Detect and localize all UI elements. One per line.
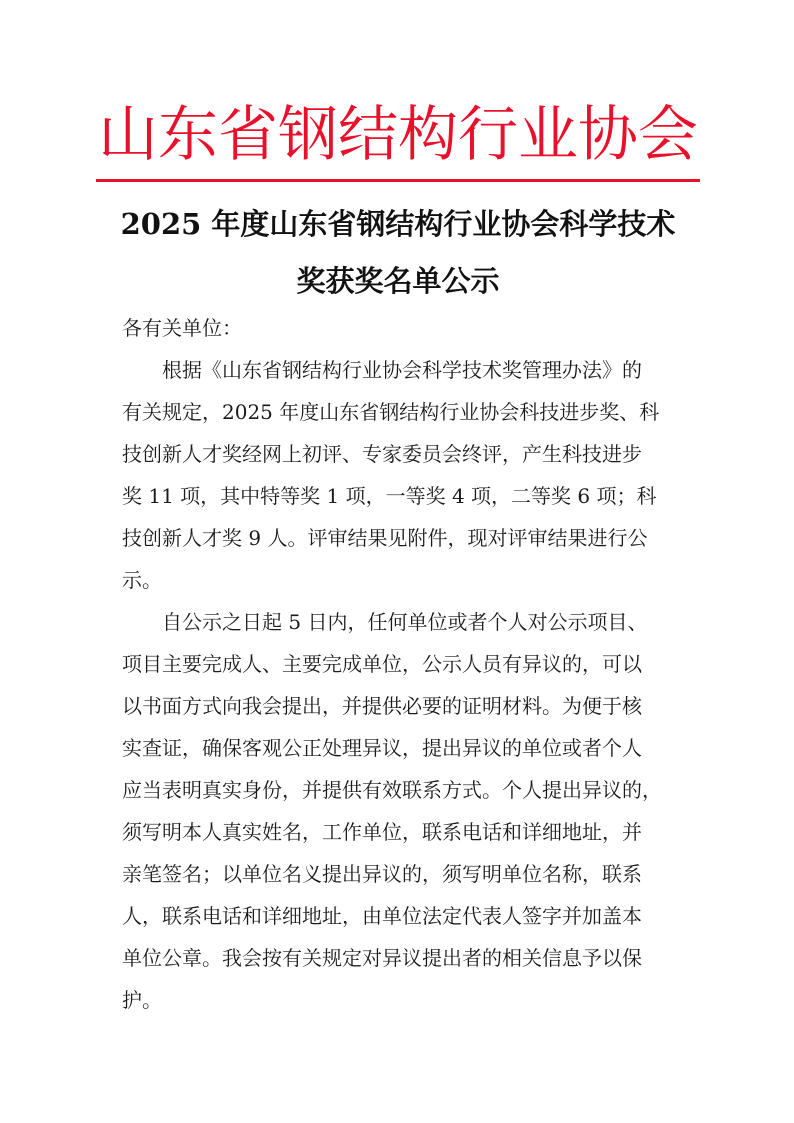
- document-title-line-1: 2025 年度山东省钢结构行业协会科学技术: [120, 207, 676, 241]
- paragraph-2-line: 以书面方式向我会提出，并提供必要的证明材料。为便于核: [122, 694, 642, 718]
- paragraph-1-line: 技创新人才奖经网上初评、专家委员会终评，产生科技进步: [122, 442, 642, 466]
- paragraph-1-line: 技创新人才奖 9 人。评审结果见附件，现对评审结果进行公: [122, 526, 648, 550]
- paragraph-1-line: 示。: [122, 568, 162, 592]
- document-title-line-2: 奖获奖名单公示: [296, 264, 500, 298]
- paragraph-1-line: 奖 11 项，其中特等奖 1 项，一等奖 4 项，二等奖 6 项；科: [122, 484, 657, 508]
- paragraph-2-line: 护。: [122, 988, 162, 1012]
- paragraph-2-line: 亲笔签名；以单位名义提出异议的，须写明单位名称，联系: [122, 862, 642, 886]
- paragraph-2-line: 项目主要完成人、主要完成单位，公示人员有异议的，可以: [122, 652, 642, 676]
- paragraph-2-line: 人，联系电话和详细地址，由单位法定代表人签字并加盖本: [122, 904, 642, 928]
- paragraph-1-line: 根据《山东省钢结构行业协会科学技术奖管理办法》的: [122, 358, 642, 382]
- paragraph-1-line: 有关规定，2025 年度山东省钢结构行业协会科技进步奖、科: [122, 400, 660, 424]
- red-divider-line: [96, 179, 700, 182]
- salutation: 各有关单位：: [122, 316, 242, 340]
- org-letterhead: 山东省钢结构行业协会: [98, 100, 698, 170]
- paragraph-2-line: 自公示之日起 5 日内，任何单位或者个人对公示项目、: [122, 610, 648, 634]
- paragraph-2-line: 须写明本人真实姓名，工作单位，联系电话和详细地址，并: [122, 820, 642, 844]
- paragraph-2-line: 单位公章。我会按有关规定对异议提出者的相关信息予以保: [122, 946, 642, 970]
- paragraph-2-line: 实查证，确保客观公正处理异议，提出异议的单位或者个人: [122, 736, 642, 760]
- paragraph-2-line: 应当表明真实身份，并提供有效联系方式。个人提出异议的，: [122, 778, 662, 802]
